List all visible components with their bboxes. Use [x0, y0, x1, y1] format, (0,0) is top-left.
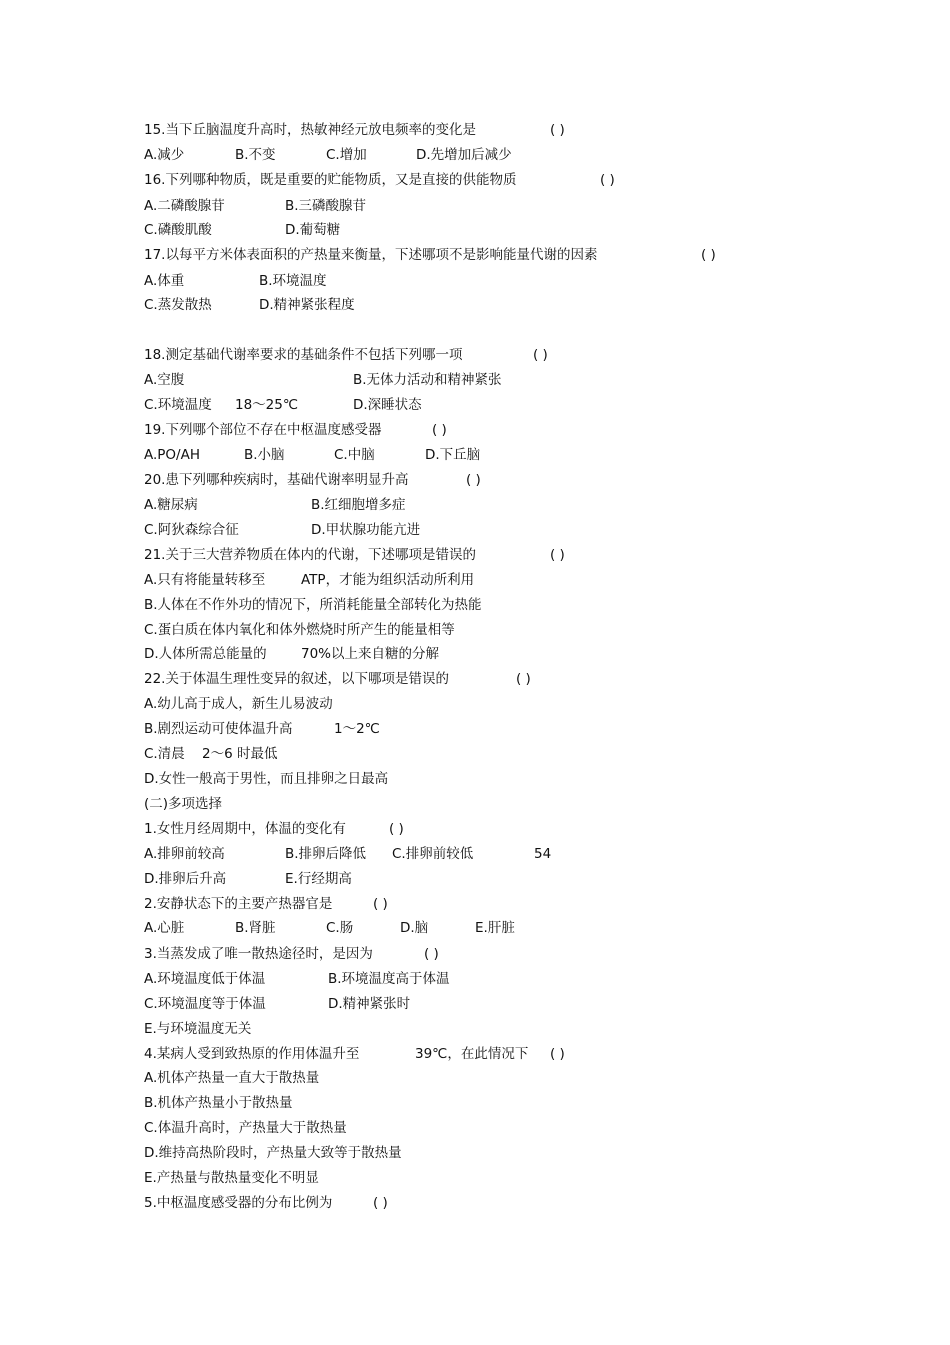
question-stem: 15.当下丘脑温度升高时，热敏神经元放电频率的变化是 — [144, 122, 476, 138]
option-d: D.甲状腺功能亢进 — [311, 522, 421, 538]
option-b: B.红细胞增多症 — [311, 497, 406, 513]
question-stem: 20.患下列哪种疾病时，基础代谢率明显升高 — [144, 472, 409, 488]
option-b: B.小脑 — [244, 447, 285, 463]
option-a: A.减少 — [144, 147, 185, 163]
option-c-value: 18～25℃ — [235, 397, 299, 413]
option-e: E.产热量与散热量变化不明显 — [144, 1170, 319, 1186]
option-a-part2: ATP，才能为组织活动所利用 — [301, 572, 475, 588]
answer-blank: ( ) — [550, 547, 565, 563]
option-c: C.排卵前较低 — [392, 846, 474, 862]
option-c-part1: C.清晨 — [144, 746, 185, 762]
answer-blank: ( ) — [466, 472, 481, 488]
option-d: D.女性一般高于男性，而且排卵之日最高 — [144, 771, 389, 787]
option-a: A.糖尿病 — [144, 497, 198, 513]
question-stem: 1.女性月经周期中，体温的变化有 — [144, 821, 346, 837]
option-b: B.人体在不作外功的情况下，所消耗能量全部转化为热能 — [144, 597, 482, 613]
option-d: D.葡萄糖 — [285, 222, 341, 238]
option-c: C.增加 — [326, 147, 367, 163]
option-d: D.维持高热阶段时，产热量大致等于散热量 — [144, 1145, 402, 1161]
question-stem: 18.测定基础代谢率要求的基础条件不包括下列哪一项 — [144, 347, 463, 363]
option-b: B.环境温度 — [259, 273, 327, 289]
question-stem: 16.下列哪种物质，既是重要的贮能物质，又是直接的供能物质 — [144, 172, 517, 188]
option-b: B.排卵后降低 — [285, 846, 367, 862]
option-a: A.PO/AH — [144, 447, 200, 463]
answer-blank: ( ) — [373, 896, 388, 912]
question-stem-part1: 4.某病人受到致热原的作用体温升至 — [144, 1046, 360, 1062]
option-a: A.二磷酸腺苷 — [144, 198, 225, 214]
option-c: C.蛋白质在体内氧化和体外燃烧时所产生的能量相等 — [144, 622, 455, 638]
option-a-part1: A.只有将能量转移至 — [144, 572, 266, 588]
question-stem: 17.以每平方米体表面积的产热量来衡量，下述哪项不是影响能量代谢的因素 — [144, 247, 598, 263]
option-c: C.肠 — [326, 920, 354, 936]
option-e: E.与环境温度无关 — [144, 1021, 252, 1037]
answer-blank: ( ) — [389, 821, 404, 837]
question-stem: 3.当蒸发成了唯一散热途径时，是因为 — [144, 946, 373, 962]
answer-blank: ( ) — [432, 422, 447, 438]
answer-blank: ( ) — [550, 122, 565, 138]
answer-blank: ( ) — [516, 671, 531, 687]
option-c: C.体温升高时，产热量大于散热量 — [144, 1120, 347, 1136]
option-b: B.环境温度高于体温 — [328, 971, 450, 987]
option-a: A.幼儿高于成人，新生儿易波动 — [144, 696, 333, 712]
option-e: E.行经期高 — [285, 871, 352, 887]
question-stem: 2.安静状态下的主要产热器官是 — [144, 896, 333, 912]
option-d: D.脑 — [400, 920, 429, 936]
option-a: A.心脏 — [144, 920, 185, 936]
option-c: C.中脑 — [334, 447, 375, 463]
page-number: 54 — [534, 846, 552, 862]
option-a: A.环境温度低于体温 — [144, 971, 266, 987]
question-stem: 22.关于体温生理性变异的叙述，以下哪项是错误的 — [144, 671, 449, 687]
question-stem: 5.中枢温度感受器的分布比例为 — [144, 1195, 333, 1211]
option-b-part2: 1～2℃ — [334, 721, 380, 737]
option-d: D.排卵后升高 — [144, 871, 227, 887]
answer-blank: ( ) — [373, 1195, 388, 1211]
option-c: C.环境温度等于体温 — [144, 996, 266, 1012]
option-b: B.肾脏 — [235, 920, 276, 936]
option-a: A.空腹 — [144, 372, 185, 388]
option-a: A.体重 — [144, 273, 185, 289]
option-a: A.排卵前较高 — [144, 846, 225, 862]
answer-blank: ( ) — [550, 1046, 565, 1062]
option-c: C.阿狄森综合征 — [144, 522, 239, 538]
option-d: D.先增加后减少 — [416, 147, 512, 163]
option-b: B.机体产热量小于散热量 — [144, 1095, 293, 1111]
option-e: E.肝脏 — [475, 920, 515, 936]
option-b: B.不变 — [235, 147, 276, 163]
option-d: D.深睡状态 — [353, 397, 422, 413]
option-d: D.精神紧张程度 — [259, 297, 355, 313]
option-d: D.下丘脑 — [425, 447, 481, 463]
section-title: (二)多项选择 — [144, 796, 223, 812]
question-stem: 21.关于三大营养物质在体内的代谢，下述哪项是错误的 — [144, 547, 476, 563]
question-stem: 19.下列哪个部位不存在中枢温度感受器 — [144, 422, 382, 438]
answer-blank: ( ) — [701, 247, 716, 263]
option-a: A.机体产热量一直大于散热量 — [144, 1070, 320, 1086]
option-c-part2: 2～6 时最低 — [202, 746, 278, 762]
option-d-part1: D.人体所需总能量的 — [144, 646, 267, 662]
option-b: B.三磷酸腺苷 — [285, 198, 367, 214]
answer-blank: ( ) — [600, 172, 615, 188]
question-stem-part2: 39℃，在此情况下 — [415, 1046, 529, 1062]
option-d-part2: 70%以上来自糖的分解 — [301, 646, 440, 662]
answer-blank: ( ) — [533, 347, 548, 363]
option-d: D.精神紧张时 — [328, 996, 411, 1012]
option-c: C.磷酸肌酸 — [144, 222, 212, 238]
answer-blank: ( ) — [424, 946, 439, 962]
option-c: C.蒸发散热 — [144, 297, 212, 313]
option-c: C.环境温度 — [144, 397, 212, 413]
option-b: B.无体力活动和精神紧张 — [353, 372, 502, 388]
option-b-part1: B.剧烈运动可使体温升高 — [144, 721, 293, 737]
